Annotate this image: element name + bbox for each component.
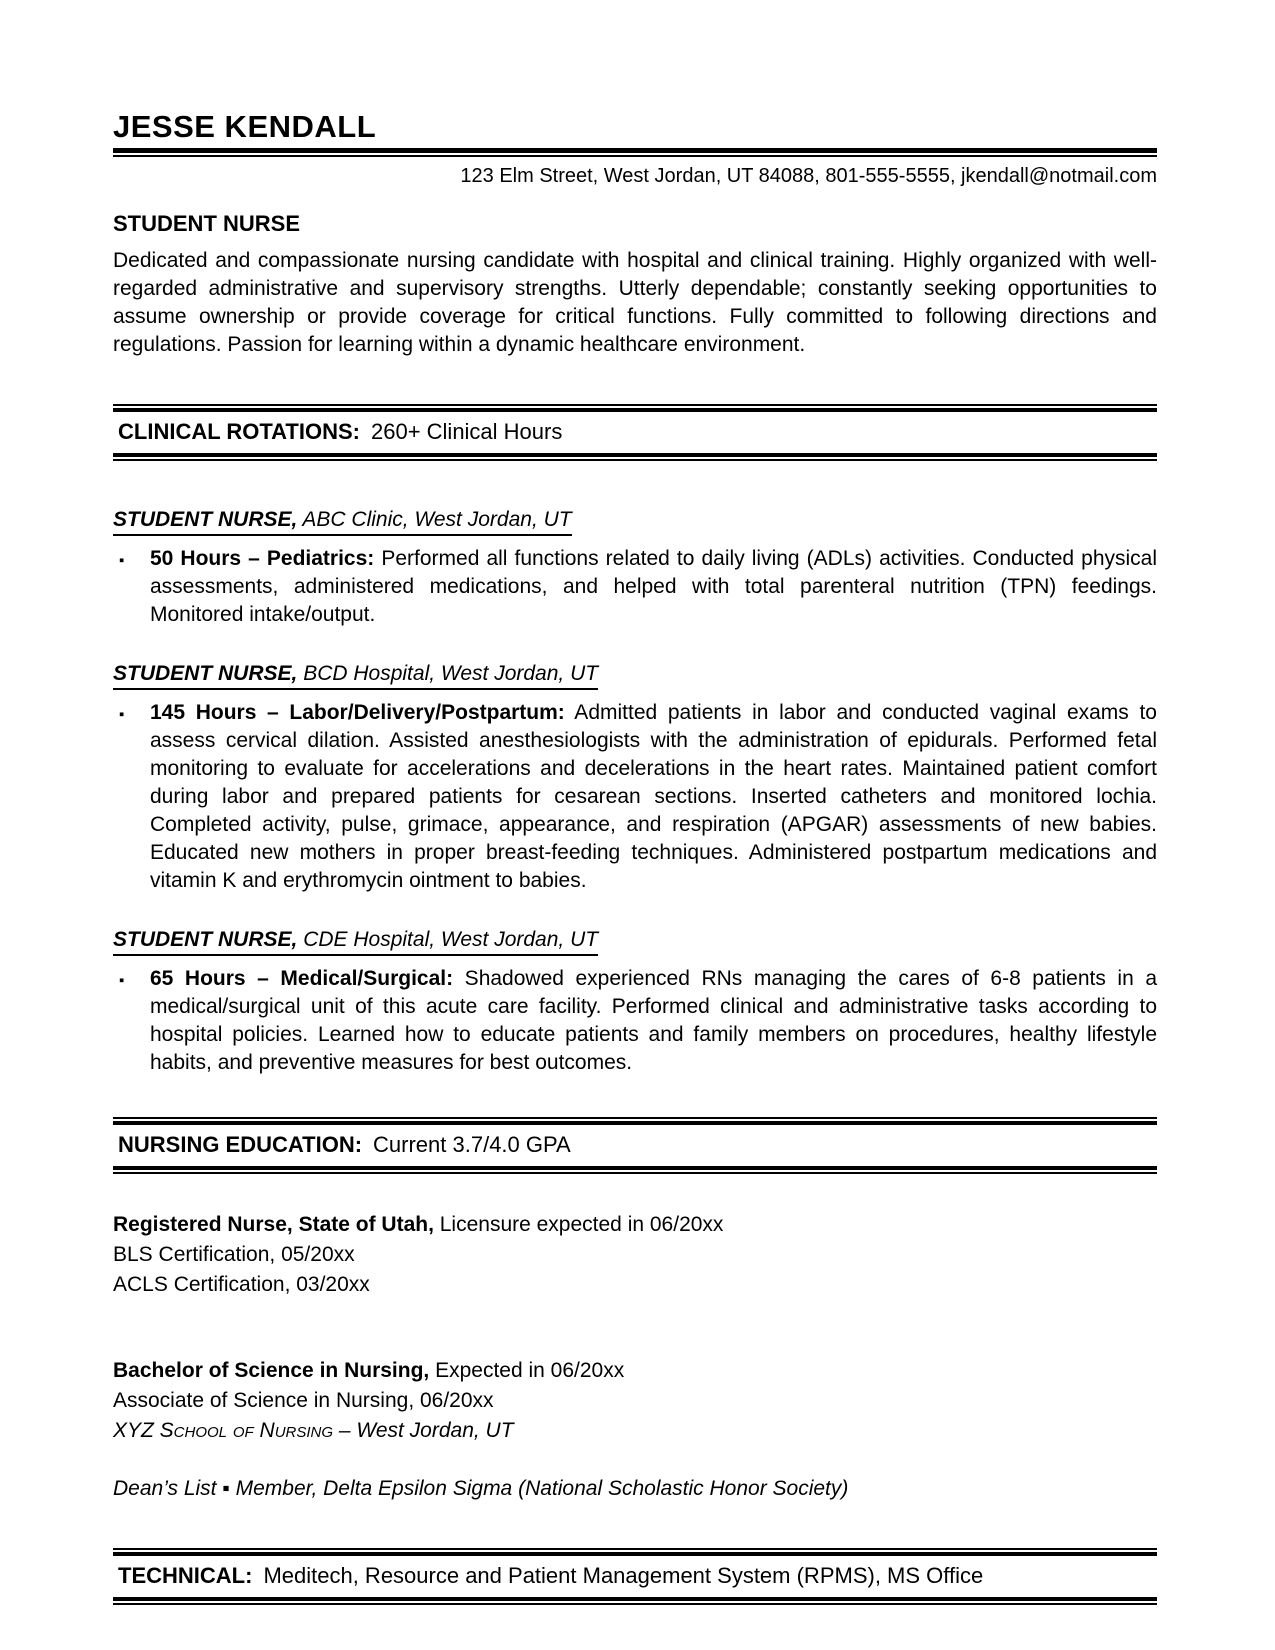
education-line-acls: ACLS Certification, 03/20xx <box>113 1273 370 1296</box>
bullet-description: Admitted patients in labor and conducted vaginal exams to assess cervical dilation. Assisted anesthesiologists with the administration of epidurals. Performed fetal monitoring to evaluate for accelerations and decelerations in the heart rates. Maintained patient comfort during labor and prepared patients for cesarean sections. Inserted catheters and monitored lochia. Completed activity, pulse, grimace, appearance, and respiration (APGAR) assessments of new babies. Educated new mothers in proper breast-feeding techniques. Administered postpartum medications and vitamin K and erythromycin ointment to babies. <box>150 701 1157 892</box>
rotation-heading-text <box>113 508 572 536</box>
bullet-lead: 145 Hours – Labor/Delivery/Postpartum: <box>150 701 565 724</box>
section-header-clinical-inner <box>113 408 1157 457</box>
rotation-place: ABC Clinic, West Jordan, UT <box>297 508 572 531</box>
rotation-heading-cde-hospital <box>113 927 1157 952</box>
rotation-place: BCD Hospital, West Jordan, UT <box>297 662 599 685</box>
school-location: – West Jordan, UT <box>333 1419 514 1442</box>
summary-paragraph: Dedicated and compassionate nursing candidate with hospital and clinical training. Highly organized with well-regarded administrative and supervisory strengths. Utterly dependable; constantly seeking opportunities to assume ownership or provide coverage for critical functions. Fully committed to following directions and regulations. Passion for learning within a dynamic healthcare environment. <box>113 249 1157 356</box>
rotation-bullet-pediatrics <box>113 545 1157 629</box>
header-rule-thin <box>113 155 1157 157</box>
bullet-lead: 65 Hours – Medical/Surgical: <box>150 967 454 990</box>
section-header-clinical-rotations <box>113 404 1157 461</box>
degree-detail: Expected in 06/20xx <box>429 1359 625 1382</box>
education-line-bls: BLS Certification, 05/20xx <box>113 1243 355 1266</box>
contact-info: 123 Elm Street, West Jordan, UT 84088, 801-555-5555, jkendall@notmail.com <box>460 165 1157 187</box>
degree-title: Bachelor of Science in Nursing, <box>113 1359 430 1382</box>
honors-line: Dean’s List ▪ Member, Delta Epsilon Sigma (National Scholastic Honor Society) <box>113 1477 849 1500</box>
rotation-bullet-medical-surgical <box>113 965 1157 1077</box>
education-line-licensure <box>113 1210 1157 1240</box>
section-header-technical-inner <box>113 1552 1157 1601</box>
bullet-description: Performed all functions related to daily living (ADLs) activities. Conducted physical assessments, administered medications, and helped with total parenteral nutrition (TPN) feedings. Monitored intake/output. <box>150 547 1158 626</box>
rotation-role: STUDENT NURSE, <box>113 928 298 951</box>
section-label-clinical: CLINICAL ROTATIONS: <box>118 419 360 444</box>
section-header-nursing-education <box>113 1117 1157 1174</box>
bullet-square-icon: ▪ <box>119 972 125 989</box>
bullet-lead: 50 Hours – Pediatrics: <box>150 547 375 570</box>
rotation-heading-abc-clinic <box>113 507 1157 532</box>
rotation-heading-text <box>113 662 598 690</box>
rotation-heading-text <box>113 928 598 956</box>
education-degrees-group <box>113 1356 1157 1446</box>
section-label-education: NURSING EDUCATION: <box>118 1132 363 1157</box>
education-line-bsn <box>113 1356 1157 1386</box>
header-rule-thick <box>113 148 1157 153</box>
rotation-heading-bcd-hospital <box>113 661 1157 686</box>
resume-document <box>113 0 1157 1605</box>
section-value-education: Current 3.7/4.0 GPA <box>373 1132 571 1157</box>
section-header-technical <box>113 1548 1157 1605</box>
school-name: XYZ School of Nursing <box>113 1419 334 1442</box>
section-header-education-inner <box>113 1121 1157 1170</box>
person-name: JESSE KENDALL <box>113 109 377 144</box>
education-certifications-group <box>113 1210 1157 1300</box>
rotation-place: CDE Hospital, West Jordan, UT <box>297 928 599 951</box>
education-line-asn: Associate of Science in Nursing, 06/20xx <box>113 1389 494 1412</box>
education-line-school <box>113 1416 1157 1446</box>
bullet-description: Shadowed experienced RNs managing the cares of 6-8 patients in a medical/surgical unit of this acute care facility. Performed clinical and administrative tasks according to hospital policies. Learned how to educate patients and family members on procedures, healthy lifestyle habits, and preventive measures for best outcomes. <box>150 967 1158 1074</box>
licensure-detail: Licensure expected in 06/20xx <box>433 1213 724 1236</box>
section-label-technical: TECHNICAL: <box>118 1563 253 1588</box>
licensure-title: Registered Nurse, State of Utah, <box>113 1213 434 1236</box>
bullet-square-icon: ▪ <box>119 552 125 569</box>
rotation-bullet-labor-delivery <box>113 699 1157 895</box>
bullet-square-icon: ▪ <box>119 706 125 723</box>
rotation-role: STUDENT NURSE, <box>113 508 298 531</box>
section-value-technical: Meditech, Resource and Patient Management System (RPMS), MS Office <box>263 1563 984 1588</box>
section-value-clinical: 260+ Clinical Hours <box>370 419 563 444</box>
rotation-role: STUDENT NURSE, <box>113 662 298 685</box>
resume-title: STUDENT NURSE <box>113 211 301 236</box>
